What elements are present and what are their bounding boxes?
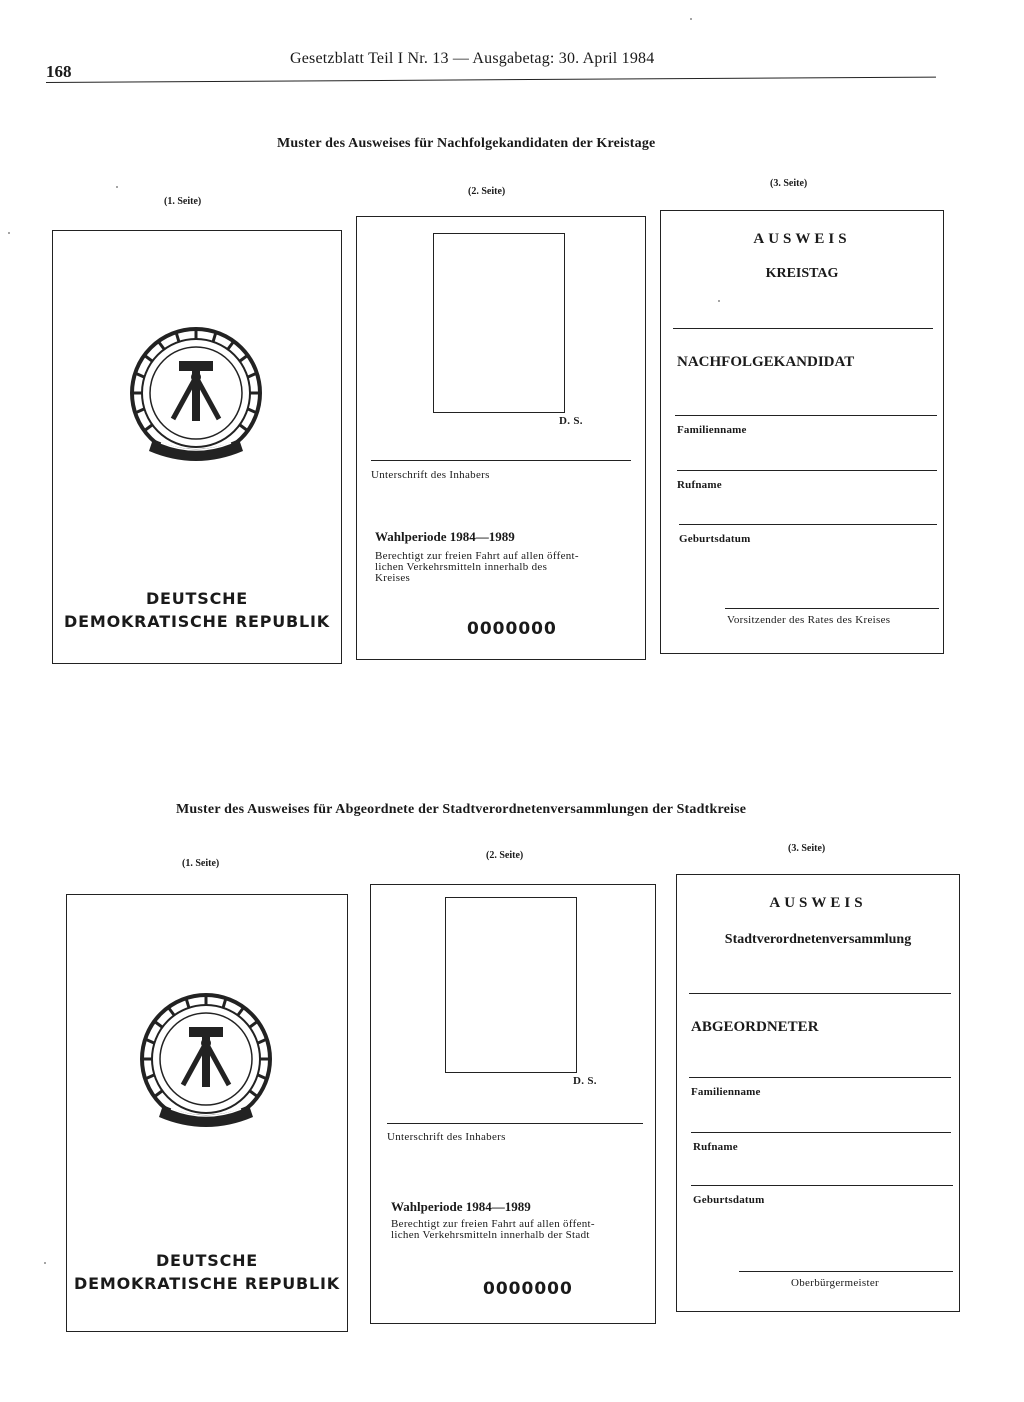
card-heading: AUSWEIS (769, 895, 867, 911)
photo-box (433, 233, 565, 413)
field-label-firstname: Rufname (693, 1141, 738, 1153)
page-label: (1. Seite) (164, 196, 202, 207)
seal-mark: D. S. (559, 415, 583, 427)
country-name-line1: DEUTSCHE (155, 1251, 259, 1270)
page-label: (3. Seite) (788, 843, 826, 854)
page-label: (3. Seite) (770, 178, 808, 189)
term-label: Wahlperiode 1984—1989 (375, 529, 515, 544)
card-body-name: KREISTAG (765, 266, 839, 281)
scan-speck (690, 18, 692, 20)
travel-note-line: Berechtigt zur freien Fahrt auf allen öffent- (391, 1218, 595, 1230)
photo-box (445, 897, 577, 1073)
id-card-back (676, 874, 960, 1312)
section-title: Muster des Ausweises für Nachfolgekandidaten der Kreistage (277, 136, 656, 151)
country-name-line2: DEMOKRATISCHE REPUBLIK (74, 1274, 340, 1293)
field-line (691, 1132, 951, 1133)
id-card-back (660, 210, 944, 654)
id-card-inner (370, 884, 656, 1324)
travel-note-line: lichen Verkehrsmitteln innerhalb des (375, 561, 548, 573)
field-line (675, 415, 937, 416)
signatory-label: Oberbürgermeister (791, 1277, 879, 1289)
seal-mark: D. S. (573, 1075, 597, 1087)
field-line (679, 524, 937, 525)
header-title: Gesetzblatt Teil I Nr. 13 — Ausgabetag: 30. April 1984 (290, 50, 655, 67)
travel-note (375, 551, 637, 584)
signature-line (371, 460, 631, 461)
field-label-firstname: Rufname (677, 479, 722, 491)
country-name-line2: DEMOKRATISCHE REPUBLIK (64, 612, 330, 631)
country-name-line1: DEUTSCHE (145, 589, 249, 608)
signature-label: Unterschrift des Inhabers (387, 1131, 506, 1143)
divider-line (689, 993, 951, 994)
id-card-cover (52, 230, 342, 664)
section-title: Muster des Ausweises für Abgeordnete der Stadtverordnetenversammlungen der Stadtkreise (176, 802, 747, 817)
signature-line (725, 608, 939, 609)
scan-speck (44, 1262, 46, 1264)
card-role: NACHFOLGEKANDIDAT (677, 354, 855, 370)
field-line (677, 470, 937, 471)
term-label: Wahlperiode 1984—1989 (391, 1199, 531, 1214)
page-label: (1. Seite) (182, 858, 220, 869)
card-role: ABGEORDNETER (691, 1019, 819, 1035)
signatory-label: Vorsitzender des Rates des Kreises (727, 614, 891, 626)
page-label: (2. Seite) (486, 850, 524, 861)
gdr-coat-of-arms-icon (131, 987, 281, 1152)
field-line (689, 1077, 951, 1078)
travel-note-line: lichen Verkehrsmitteln innerhalb der Stadt (391, 1229, 590, 1241)
header-rule (46, 77, 936, 83)
card-body-name: Stadtverordnetenversammlung (724, 932, 912, 947)
scan-speck (116, 186, 118, 188)
field-label-surname: Familienname (677, 424, 747, 436)
signature-line (739, 1271, 953, 1272)
page-label: (2. Seite) (468, 186, 506, 197)
country-name (67, 1249, 347, 1295)
signature-line (387, 1123, 643, 1124)
field-label-birthdate: Geburtsdatum (693, 1194, 765, 1206)
id-card-cover (66, 894, 348, 1332)
field-label-surname: Familienname (691, 1086, 761, 1098)
country-name (53, 587, 341, 633)
travel-note-line: Berechtigt zur freien Fahrt auf allen öffent- (375, 550, 579, 562)
divider-line (673, 328, 933, 329)
id-card-inner (356, 216, 646, 660)
signature-label: Unterschrift des Inhabers (371, 469, 490, 481)
scan-speck (718, 300, 720, 302)
field-label-birthdate: Geburtsdatum (679, 533, 751, 545)
serial-number: 0000000 (467, 619, 557, 639)
page-number: 168 (46, 62, 72, 81)
serial-number: 0000000 (483, 1279, 573, 1299)
card-heading: AUSWEIS (753, 231, 851, 247)
travel-note (391, 1219, 651, 1241)
travel-note-line: Kreises (375, 572, 411, 584)
gdr-coat-of-arms-icon (121, 321, 271, 486)
field-line (691, 1185, 953, 1186)
scan-speck (8, 232, 10, 234)
